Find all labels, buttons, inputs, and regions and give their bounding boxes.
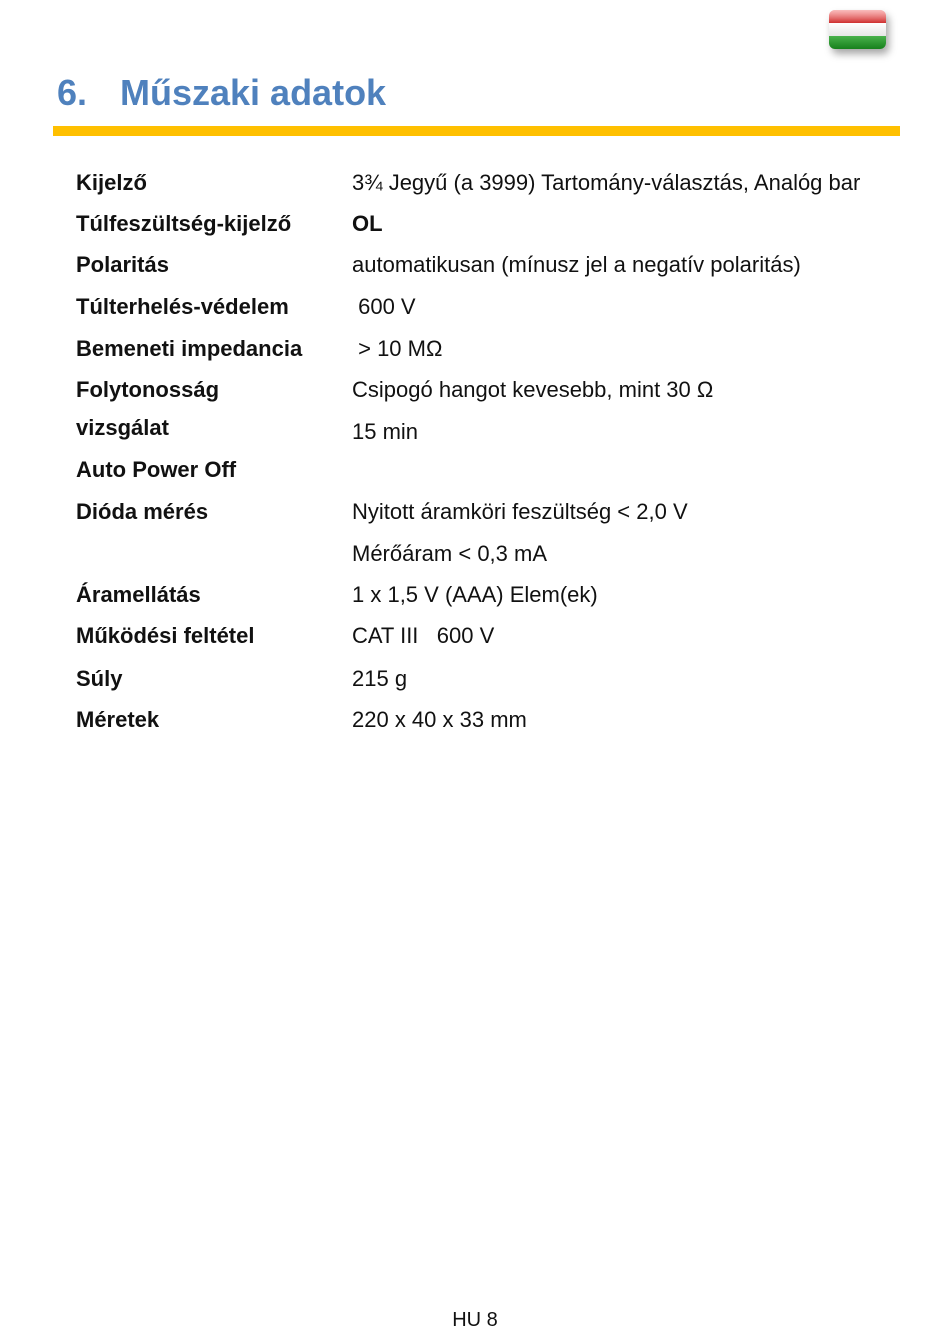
- spec-label: Méretek: [76, 707, 160, 732]
- spec-label: Bemeneti impedancia: [76, 336, 303, 361]
- section-title: Műszaki adatok: [120, 72, 387, 113]
- spec-value: OL: [352, 211, 383, 236]
- spec-label: Áramellátás: [76, 582, 201, 607]
- spec-value: 3¾ Jegyű (a 3999) Tartomány-választás, Analóg bar: [352, 170, 861, 195]
- spec-label: Auto Power Off: [76, 457, 237, 482]
- spec-value: 1 x 1,5 V (AAA) Elem(ek): [352, 582, 598, 607]
- spec-label: Súly: [76, 666, 123, 691]
- spec-value: Csipogó hangot kevesebb, mint 30 Ω: [352, 377, 714, 402]
- section-heading: [57, 72, 386, 114]
- spec-label: Működési feltétel: [76, 623, 255, 648]
- heading-underline: [53, 126, 900, 136]
- page-number: HU 8: [452, 1309, 498, 1331]
- spec-label: Túlfeszültség-kijelző: [76, 211, 292, 236]
- spec-value: 15 min: [352, 419, 419, 444]
- hungarian-flag-icon: [829, 10, 886, 49]
- spec-label: Polaritás: [76, 252, 169, 277]
- spec-value: 220 x 40 x 33 mm: [352, 707, 527, 732]
- spec-label: Túlterhelés-védelem: [76, 294, 289, 319]
- spec-label: Kijelző: [76, 170, 147, 195]
- spec-label: Dióda mérés: [76, 499, 209, 524]
- spec-value: 600 V: [352, 294, 416, 319]
- spec-value: 215 g: [352, 666, 408, 691]
- spec-value: automatikusan (mínusz jel a negatív polaritás): [352, 252, 801, 277]
- spec-value: Mérőáram < 0,3 mA: [352, 541, 548, 566]
- spec-value: > 10 MΩ: [352, 336, 443, 361]
- spec-value: CAT III 600 V: [352, 623, 495, 648]
- spec-value: Nyitott áramköri feszültség < 2,0 V: [352, 499, 688, 524]
- spec-label: vizsgálat: [76, 415, 169, 440]
- spec-label: Folytonosság: [76, 377, 220, 402]
- section-number: 6.: [57, 72, 88, 113]
